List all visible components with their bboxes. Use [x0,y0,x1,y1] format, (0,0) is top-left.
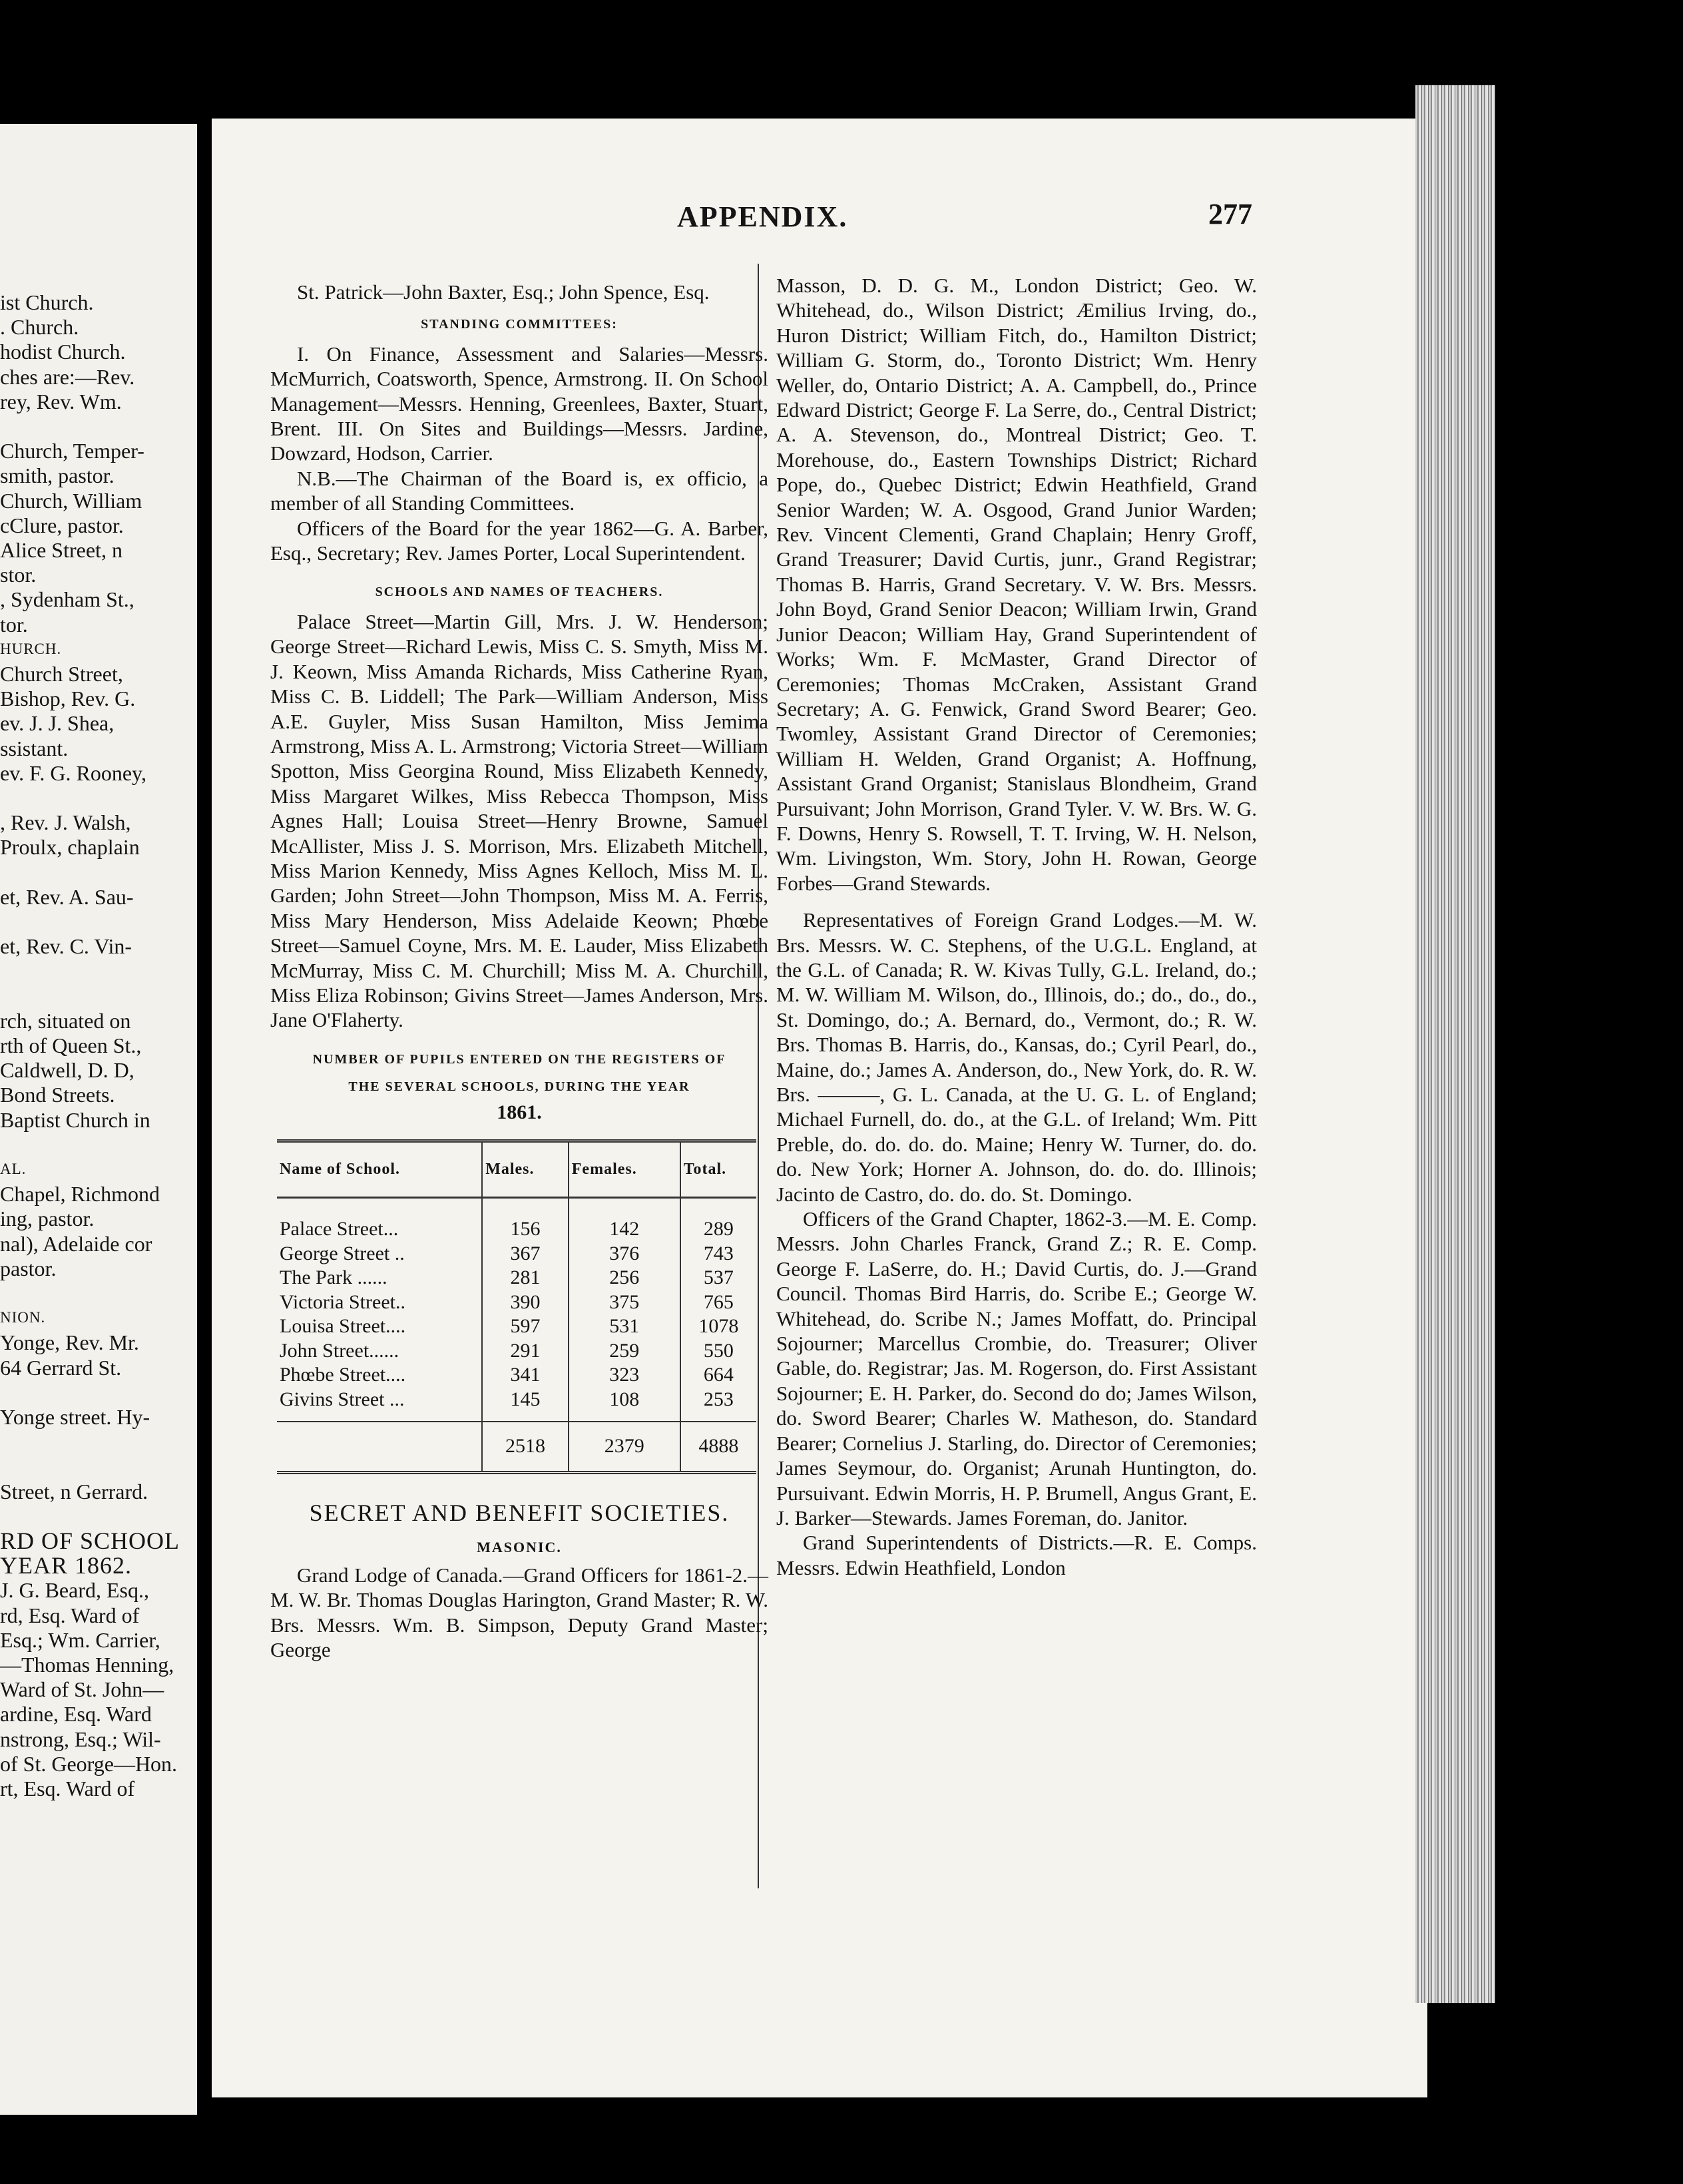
females-count: 375 [569,1290,680,1315]
females-count: 376 [569,1242,680,1266]
males-count: 390 [482,1290,569,1315]
standing-committees-heading: STANDING COMMITTEES: [421,317,618,332]
previous-page-line: Street, n Gerrard. [0,1479,148,1503]
previous-page-line: RD OF SCHOOL [0,1527,180,1554]
previous-page-line: Church Street, [0,662,123,686]
committees-paragraph: I. On Finance, Assessment and Salaries—Messrs. McMurrich, Coatsworth, Spence, Armstrong. II. On School Management—Messrs. Henning, Greenlees, Baxter, Stuart, Brent. III. On Sites and Buildings—Messrs. Jardine, Dowzard, Hodson, Carrier. [270,342,768,465]
nb-paragraph: N.B.—The Chairman of the Board is, ex officio, a member of all Standing Committees. [270,466,768,515]
table-row [277,1290,756,1315]
previous-page-line: nstrong, Esq.; Wil- [0,1727,161,1751]
previous-page-line: stor. [0,563,37,587]
table-row [277,1266,756,1290]
previous-page-line: Church, Temper- [0,439,144,463]
females-count: 259 [569,1339,680,1364]
previous-page-line: rey, Rev. Wm. [0,389,122,413]
foreign-representatives-paragraph: Representatives of Foreign Grand Lodges.—M. W. Brs. Messrs. W. C. Stephens, of the U.G.L. England, at the G.L. of Canada; R. W. Kivas Tully, G.L. Ireland, do.; M. W. William M. Wilson, do., Illinois, do.; do., do., do., St. Domingo, do.; A. Bernard, do., Vermont, do.; R. W. Brs. Thomas B. Harris, do., Kansas, do.; Cyril Pearl, do., Maine, do.; James A. Anderson, do., New York, do. R. W. Brs. ———, G. L. Canada, at the U. G. L. of England; Michael Furnell, do. do., at the G.L. of Ireland; Wm. Pitt Preble, do. do. do. do. Maine; Henry W. Turner, do. do. do. New York; Horner A. Johnson, do. do. do. Illinois; Jacinto de Castro, do. do. do. St. Domingo. [776,908,1257,1206]
total-count: 1078 [680,1314,756,1339]
secret-societies-heading: SECRET AND BENEFIT SOCIETIES. [309,1499,730,1526]
grand-lodge-paragraph: Grand Lodge of Canada.—Grand Officers for 1861-2.—M. W. Br. Thomas Douglas Harington, Grand Master; R. W. Brs. Messrs. Wm. B. Simpson, Deputy Grand Master; George [270,1563,768,1661]
left-column [270,280,768,1662]
pupils-year: 1861. [497,1101,542,1123]
females-count: 108 [569,1388,680,1422]
males-count: 367 [482,1242,569,1266]
column-header-females: Females. [569,1141,680,1198]
page-number: 277 [1208,198,1252,230]
school-name: George Street .. [280,1242,405,1264]
previous-page-line: tor. [0,612,28,637]
table-row [277,1242,756,1266]
totals-label [277,1422,482,1472]
previous-page-line: hodist Church. [0,340,126,364]
females-count: 142 [569,1198,680,1242]
page-stack-edge [1415,85,1495,2003]
previous-page-line: Chapel, Richmond [0,1182,160,1207]
grand-officers-paragraph: Masson, D. D. G. M., London District; Geo. W. Whitehead, do., Wilson District; Æmilius Irving, do., Huron District; William Fitch, do., Hamilton District; William G. Storm, do., Toronto District; Wm. Henry Weller, do, Ontario District; A. A. Campbell, do., Prince Edward District; George F. La Serre, do., Central District; A. A. Stevenson, do., Montreal District; Geo. T. Morehouse, do., Eastern Townships District; Richard Pope, do., Quebec District; Edwin Heathfield, Grand Senior Warden; W. A. Osgood, Grand Junior Warden; Rev. Vincent Clementi, Grand Chaplain; Henry Groff, Grand Treasurer; David Curtis, junr., Grand Registrar; Thomas B. Harris, Grand Secretary. V. W. Brs. Messrs. John Boyd, Grand Senior Deacon; William Irwin, Grand Junior Deacon; William Hay, Grand Superintendent of Works; Wm. F. McMaster, Grand Director of Ceremonies; Thomas McCraken, Assistant Grand Secretary; A. G. Fenwick, Grand Sword Bearer; Geo. Twomley, Assistant Grand Director of Ceremonies; William H. Welden, Grand Organist; A. Hoffnung, Assistant Grand Organist; Stanislaus Blondheim, Grand Pursuivant; John Morrison, Grand Tyler. V. W. Brs. W. G. F. Downs, Henry S. Rowsell, T. T. Irving, W. H. Nelson, Wm. Livingston, Wm. Story, John H. Rowan, George Forbes—Grand Stewards. [776,274,1257,895]
males-count: 156 [482,1198,569,1242]
males-total: 2518 [482,1422,569,1472]
previous-page-line: ev. J. J. Shea, [0,711,115,736]
grand-superintendents-paragraph: Grand Superintendents of Districts.—R. E. Comps. Messrs. Edwin Heathfield, London [776,1531,1257,1579]
previous-page-line: Baptist Church in [0,1107,150,1132]
previous-page-line: ist Church. [0,290,94,314]
previous-page-line: HURCH. [0,640,62,657]
table-row [277,1363,756,1388]
previous-page-line: et, Rev. C. Vin- [0,934,132,959]
previous-page-line: Proulx, chaplain [0,835,140,860]
previous-page-line: . Church. [0,315,79,340]
table-row [277,1314,756,1339]
previous-page-line: J. G. Beard, Esq., [0,1578,149,1603]
pupils-table [277,1139,756,1474]
females-count: 323 [569,1363,680,1388]
previous-page-line: ssistant. [0,736,69,760]
previous-page-line: Alice Street, n [0,538,122,562]
previous-page-line: Yonge street. Hy- [0,1405,150,1429]
previous-page-line: Esq.; Wm. Carrier, [0,1627,160,1652]
previous-page-line: rth of Queen St., [0,1033,142,1057]
total-count: 289 [680,1198,756,1242]
previous-page-line: Yonge, Rev. Mr. [0,1330,139,1355]
column-header-total: Total. [680,1141,756,1198]
previous-page-line: of St. George—Hon. [0,1751,178,1776]
previous-page-line: AL. [0,1161,27,1177]
females-total: 2379 [569,1422,680,1472]
previous-page-line: pastor. [0,1256,57,1280]
previous-page-line: —Thomas Henning, [0,1653,174,1677]
previous-page-line: cClure, pastor. [0,513,124,537]
school-name: Palace Street... [280,1218,399,1240]
previous-page-line: Ward of St. John— [0,1677,164,1702]
column-header-school: Name of School. [280,1161,400,1178]
table-row [277,1388,756,1422]
school-name: John Street...... [280,1339,399,1362]
grand-chapter-paragraph: Officers of the Grand Chapter, 1862-3.—M. E. Comp. Messrs. John Charles Franck, Grand Z.; R. E. Comp. George F. LaSerre, do. H.; David Curtis, do. J.—Grand Council. Thomas Bird Harris, do. Scribe E.; George W. Whitehead, do. Scribe N.; James Moffatt, do. Principal Sojourner; Marcellus Crombie, do. Treasurer; Oliver Gable, do. Registrar; Jas. M. Rogerson, do. First Assistant Sojourner; E. H. Parker, do. Second do do; James Wilson, do. Sword Bearer; Charles W. Matheson, do. Standard Bearer; Cornelius J. Starling, do. Director of Ceremonies; James Seymour, do. Organist; Arunah Huntington, do. Pursuivant. Edwin Morris, H. P. Brumell, Angus Grant, E. J. Barker—Stewards. James Foreman, do. Janitor. [776,1207,1257,1529]
school-name: Victoria Street.. [280,1290,405,1313]
previous-page-line: YEAR 1862. [0,1552,132,1579]
pupils-heading-line2: THE SEVERAL SCHOOLS, DURING THE YEAR [348,1079,690,1095]
previous-page-line: rch, situated on [0,1008,131,1033]
school-name: Louisa Street.... [280,1315,406,1338]
grand-total: 4888 [680,1422,756,1472]
males-count: 597 [482,1314,569,1339]
previous-page-line: Caldwell, D. D, [0,1058,134,1083]
table-row [277,1198,756,1242]
table-row [277,1339,756,1364]
males-count: 145 [482,1388,569,1422]
total-count: 743 [680,1242,756,1266]
previous-page-line: rd, Esq. Ward of [0,1603,140,1627]
masonic-heading: MASONIC. [477,1539,562,1556]
previous-page-line: Church, William [0,488,142,513]
total-count: 765 [680,1290,756,1315]
right-column [776,273,1257,1580]
officers-paragraph: Officers of the Board for the year 1862—G. A. Barber, Esq., Secretary; Rev. James Porter, Local Superintendent. [270,516,768,565]
school-name: Phœbe Street.... [280,1364,406,1386]
previous-page-line: ardine, Esq. Ward [0,1702,152,1727]
total-count: 253 [680,1388,756,1422]
females-count: 531 [569,1314,680,1339]
previous-page-line: nal), Adelaide cor [0,1231,152,1256]
previous-page-line: 64 Gerrard St. [0,1355,122,1380]
previous-page-line: Bond Streets. [0,1083,115,1107]
males-count: 341 [482,1363,569,1388]
schools-heading: SCHOOLS AND NAMES OF TEACHERS. [375,585,664,600]
previous-page-line: Bishop, Rev. G. [0,686,136,711]
previous-page-line: , Sydenham St., [0,587,134,612]
previous-page-line: ing, pastor. [0,1207,95,1231]
totals-row [277,1422,756,1472]
males-count: 291 [482,1339,569,1364]
schools-teachers-paragraph: Palace Street—Martin Gill, Mrs. J. W. Henderson; George Street—Richard Lewis, Miss C. S. Smyth, Miss M. J. Keown, Miss Amanda Richards, Miss Catherine Ryan, Miss C. B. Liddell; The Park—William Anderson, Miss A.E. Guyler, Miss Susan Hamilton, Miss Jemima Armstrong, Miss A. L. Armstrong; Victoria Street—William Spotton, Miss Georgina Round, Miss Elizabeth Kennedy, Miss Margaret Wilkes, Miss Rebecca Thompson, Miss Agnes Hall; Louisa Street—Henry Browne, Samuel McAllister, Miss J. S. Morrison, Mrs. Elizabeth Mitchell, Miss Marion Kennedy, Miss Agnes Kelloch, Miss M. L. Garden; John Street—John Thompson, Miss M. A. Ferris, Miss Mary Henderson, Miss Adelaide Keown; Phœbe Street—Samuel Coyne, Mrs. M. E. Lauder, Miss Elizabeth McMurray, Miss C. M. Churchill; Miss M. A. Churchill, Miss Eliza Robinson; Givins Street—James Anderson, Mrs. Jane O'Flaherty. [270,609,769,1032]
males-count: 281 [482,1266,569,1290]
previous-page-line: smith, pastor. [0,463,115,488]
females-count: 256 [569,1266,680,1290]
running-head: APPENDIX. [677,200,848,233]
previous-page-fragment [0,124,197,2115]
school-name: The Park ...... [280,1266,387,1289]
previous-page-line: ches are:—Rev. [0,364,135,389]
table-header-row [277,1141,756,1198]
previous-page-line: NION. [0,1309,46,1326]
previous-page-line: et, Rev. A. Sau- [0,884,134,909]
previous-page-line: , Rev. J. Walsh, [0,810,131,835]
total-count: 537 [680,1266,756,1290]
school-name: Givins Street ... [280,1388,405,1410]
previous-page-line: rt, Esq. Ward of [0,1776,135,1800]
pupils-heading-line1: NUMBER OF PUPILS ENTERED ON THE REGISTERS OF [312,1051,726,1067]
column-header-males: Males. [482,1141,569,1198]
previous-page-line: ev. F. G. Rooney, [0,760,146,785]
total-count: 664 [680,1363,756,1388]
total-count: 550 [680,1339,756,1364]
st-patrick-ward: St. Patrick—John Baxter, Esq.; John Spence, Esq. [297,280,710,304]
